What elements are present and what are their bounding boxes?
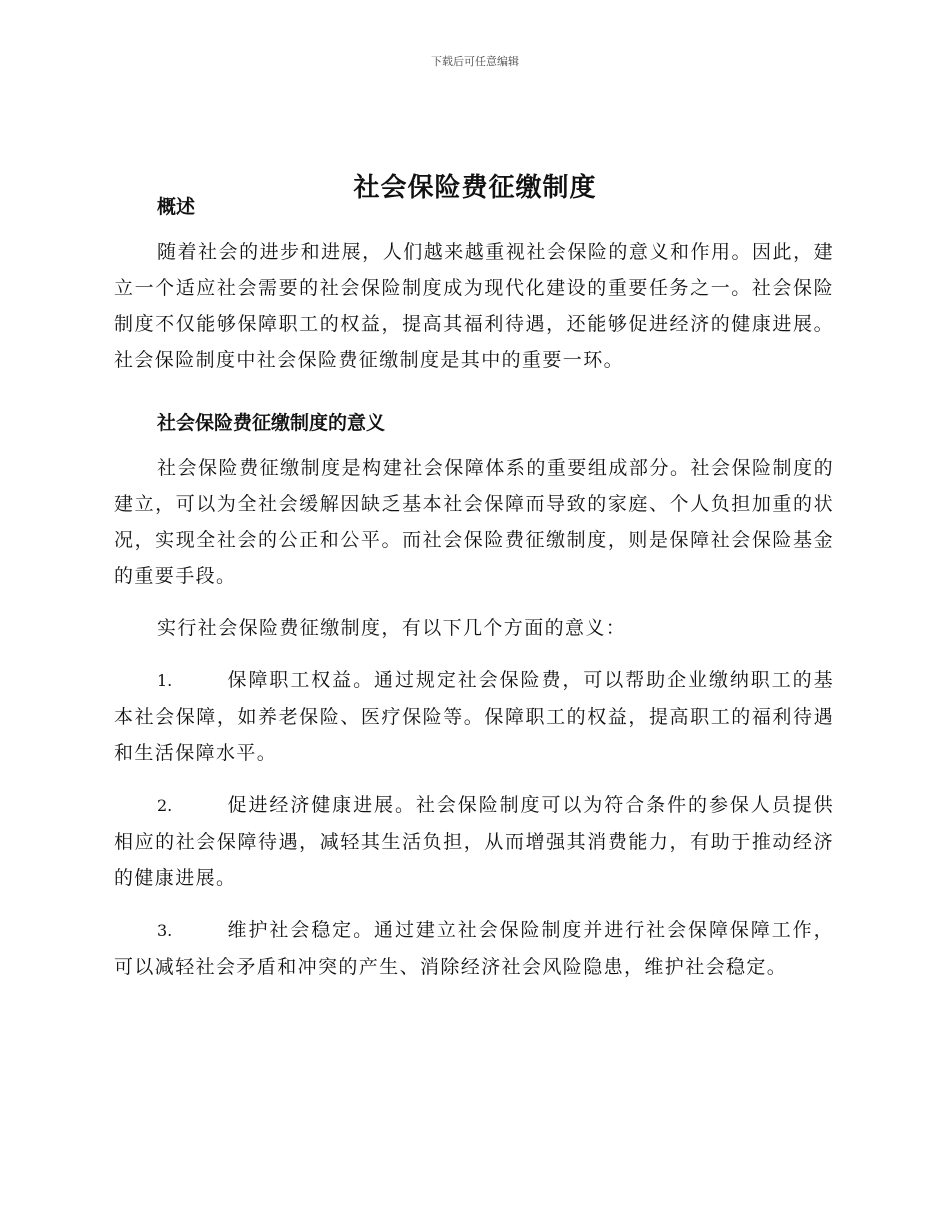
list-item-number: 2. bbox=[157, 796, 173, 815]
list-item bbox=[114, 662, 834, 771]
section-heading-significance: 社会保险费征缴制度的意义 bbox=[157, 412, 386, 434]
list-item-text: 促进经济健康进展。社会保险制度可以为符合条件的参保人员提供相应的社会保障待遇，减轻其生活负担，从而增强其消费能力，有助于推动经济的健康进展。 bbox=[114, 794, 834, 889]
section-heading-overview: 概述 bbox=[157, 196, 196, 218]
list-item-text: 保障职工权益。通过规定社会保险费，可以帮助企业缴纳职工的基本社会保障，如养老保险、医疗保险等。保障职工的权益，提高职工的福利待遇和生活保障水平。 bbox=[114, 669, 834, 764]
document-body bbox=[114, 190, 834, 1001]
list-item bbox=[114, 787, 834, 896]
overview-paragraph: 随着社会的进步和进展，人们越来越重视社会保险的意义和作用。因此，建立一个适应社会需要的社会保险制度成为现代化建设的重要任务之一。社会保险制度不仅能够保障职工的权益，提高其福利待遇，还能够促进经济的健康进展。社会保险制度中社会保险费征缴制度是其中的重要一环。 bbox=[114, 241, 834, 371]
list-item-number: 1. bbox=[157, 671, 173, 690]
significance-paragraph: 社会保险费征缴制度是构建社会保障体系的重要组成部分。社会保险制度的建立，可以为全社会缓解因缺乏基本社会保障而导致的家庭、个人负担加重的状况，实现全社会的公正和公平。而社会保险费征缴制度，则是保障社会保险基金的重要手段。 bbox=[114, 457, 834, 587]
list-item-text: 维护社会稳定。通过建立社会保险制度并进行社会保障保障工作，可以减轻社会矛盾和冲突的产生、消除经济社会风险隐患，维护社会稳定。 bbox=[114, 919, 834, 978]
list-item-number: 3. bbox=[157, 921, 173, 940]
significance-intro-paragraph: 实行社会保险费征缴制度，有以下几个方面的意义： bbox=[157, 617, 627, 639]
list-item bbox=[114, 912, 834, 985]
page-header: 下载后可任意编辑 bbox=[431, 55, 519, 68]
document-title: 社会保险费征缴制度 bbox=[353, 173, 597, 204]
